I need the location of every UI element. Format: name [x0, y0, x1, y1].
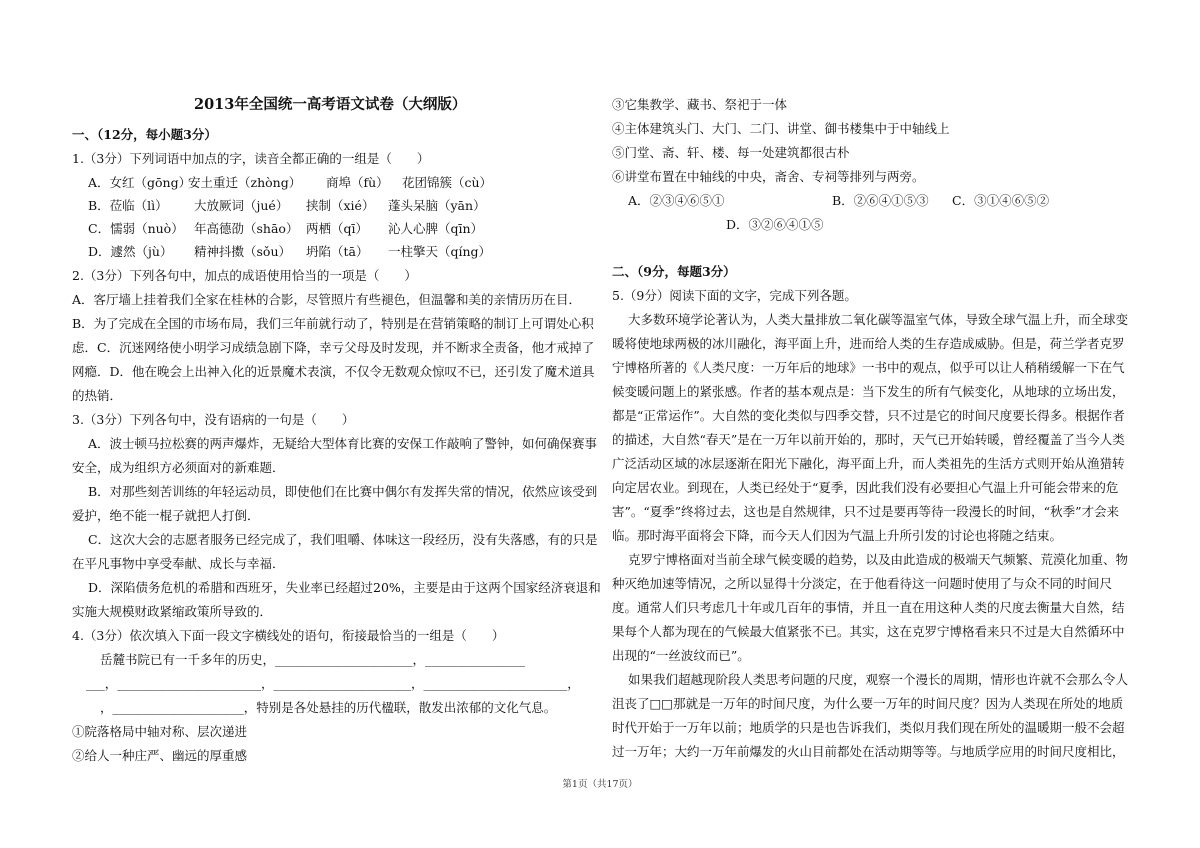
passage-line: 出现的“一丝波纹而已”。: [612, 648, 750, 663]
q2-line: A．客厅墙上挂着我们全家在桂林的合影，尽管照片有些褪色，但温馨和美的亲情历历在目．: [72, 292, 582, 307]
right-column: [612, 0, 1132, 848]
q1-d-3: 坍陷（tā）: [306, 244, 369, 259]
passage-line: 果每个人都为现在的气候最大值紧张不已。其实，这在克罗宁博格看来只不过是大自然循环中: [612, 624, 1125, 639]
question-5: 5.（9分）阅读下面的文字，完成下列各题。: [612, 288, 857, 303]
q4-line: 岳麓书院已有一千多年的历史，______________________，________________: [100, 652, 526, 667]
question-1: 1.（3分）下列词语中加点的字，读音全都正确的一组是（ ）: [72, 151, 430, 166]
q4-option-item: ⑤门堂、斋、轩、楼、每一处建筑都很古朴: [612, 145, 850, 160]
q1-a-3: 商埠（fù）: [326, 175, 389, 190]
q4-option-item: ④主体建筑头门、大门、二门、讲堂、御书楼集中于中轴线上: [612, 121, 950, 136]
passage-line: 向定居农业。到现在，人类已经处于“夏季，因此我们没有必要担心气温上升可能会带来的危: [612, 480, 1119, 495]
q3-line: 实施大规模财政紧缩政策所导致的．: [72, 604, 273, 619]
passage-line: 的描述，大自然“春天”是在一万年以前开始的，那时，天气已开始转暖，曾经覆盖了当今人类: [612, 432, 1125, 447]
question-3: 3.（3分）下列各句中，没有语病的一句是（ ）: [72, 412, 355, 427]
q4-line: ___，_______________________，______________________，_______________________，: [86, 676, 580, 691]
q2-line: 网瘾．D．他在晚会上出神入化的近景魔术表演，不仅令无数观众惊叹不已，还引发了魔术道具: [72, 364, 595, 379]
section-heading-1: 一、（12分，每小题3分）: [72, 127, 217, 142]
q1-b-4: 蓬头呆脑（yān）: [388, 198, 486, 213]
q4-line: ，_____________________，特别是各处悬挂的历代楹联，散发出浓郁的文化气息。: [100, 700, 557, 715]
q2-line: 虑．C．沉迷网络使小明学习成绩急剧下降，幸亏父母及时发现，并不断求全责备，他才戒掉了: [72, 340, 595, 355]
q1-option-d: [88, 244, 491, 260]
passage-line: 如果我们超越现阶段人类思考问题的尺度，观察一个漫长的周期，情形也许就不会那么令人: [628, 672, 1129, 687]
passage-line: 广泛活动区域的冰层逐渐在阳光下融化，海平面上升，而人类祖先的生活方式则开始从渔猎转: [612, 456, 1125, 471]
q3-line: A．波士顿马拉松赛的两声爆炸，无疑给大型体育比赛的安保工作敲响了警钟，如何确保赛事: [88, 436, 598, 451]
passage-line: 克罗宁博格面对当前全球气候变暖的趋势，以及由此造成的极端天气频繁、荒漠化加重、物: [628, 552, 1129, 567]
page-footer: 第1页（共17页）: [562, 779, 638, 790]
passage-line: 大多数环境学论著认为，人类大量排放二氧化碳等温室气体，导致全球气温上升，而全球变: [628, 312, 1129, 327]
passage-line: 时代开始于一万年以前；地质学的只是也告诉我们，类似月我们现在所处的温暖期一般不会超: [612, 720, 1125, 735]
page-title: 2013年全国统一高考语文试卷（大纲版）: [194, 96, 467, 113]
q3-line: C．这次大会的志愿者服务已经完成了，我们咀嚼、体味这一段经历，没有失落感，有的只是: [88, 532, 598, 547]
q1-d-1: D．遽然（jù）: [88, 244, 173, 259]
q2-line: B．为了完成在全国的市场布局，我们三年前就行动了，特别是在营销策略的制订上可谓处心积: [72, 316, 594, 331]
q2-line: 的热销．: [72, 388, 123, 403]
q4-choice-b: B．②⑥④①⑤③: [832, 193, 929, 208]
question-4: 4.（3分）依次填入下面一段文字横线处的语句，衔接最恰当的一组是（ ）: [72, 628, 505, 643]
q1-b-2: 大放厥词（jué）: [194, 198, 289, 213]
q1-d-2: 精神抖擞（sǒu）: [194, 244, 291, 259]
q4-choice-a: A．②③④⑥⑤①: [628, 193, 725, 208]
q1-c-3: 两栖（qī）: [306, 221, 368, 236]
q3-line: B．对那些刻苦训练的年轻运动员，即使他们在比赛中偶尔有发挥失常的情况，依然应该受到: [88, 484, 598, 499]
q4-choice-d: D．③②⑥④①⑤: [726, 217, 824, 232]
section-heading-2: 二、（9分，每题3分）: [612, 264, 736, 279]
q3-line: 安全，成为组织方必须面对的新难题．: [72, 460, 285, 475]
q1-d-4: 一柱擎天（qíng）: [388, 244, 492, 259]
passage-line: 过一万年；大约一万年前爆发的火山目前都处在活动期等等。与地质学应用的时间尺度相比，: [612, 744, 1125, 759]
passage-line: 暖将使地球两极的冰川融化，海平面上升，进而给人类的生存造成威胁。但是，荷兰学者克罗: [612, 336, 1125, 351]
passage-line: 临。那时海平面将会下降，而今天人们因为气温上升所引发的讨论也将随之结束。: [612, 528, 1063, 543]
q1-c-4: 沁人心脾（qīn）: [388, 221, 484, 236]
q3-line: 在平凡事物中享受奉献、成长与幸福．: [72, 556, 285, 571]
q3-line: 爱护，绝不能一棍子就把人打倒．: [72, 508, 260, 523]
q4-choice-c: C．③①④⑥⑤②: [952, 193, 1050, 208]
q1-a-1: A．女红（gōng）: [88, 175, 192, 190]
q4-option-item: ①院落格局中轴对称、层次递进: [72, 724, 248, 739]
q4-option-item: ③它集教学、藏书、祭祀于一体: [612, 97, 788, 112]
passage-line: 都是“正常运作”。大自然的变化类似与四季交替，只不过是它的时间尺度要长得多。根据作者: [612, 408, 1125, 423]
passage-line: 度。通常人们只考虑几十年或几百年的事情，并且一直在用这种人类的尺度去衡量大自然，结: [612, 600, 1125, 615]
q1-option-c: [88, 221, 483, 237]
q1-b-1: B．莅临（lì）: [88, 198, 168, 213]
q3-line: D．深陷债务危机的希腊和西班牙，失业率已经超过20%，主要是由于这两个国家经济衰退和: [88, 580, 601, 595]
q1-a-2: 安土重迁（zhòng）: [188, 175, 302, 190]
q4-option-item: ⑥讲堂布置在中轴线的中央，斋舍、专祠等排列与两旁。: [612, 169, 925, 184]
passage-line: 沮丧了□□那就是一万年的时间尺度，为什么要一万年的时间尺度？因为人类现在所处的地质: [612, 696, 1124, 711]
passage-line: 宁博格所著的《人类尺度：一万年后的地球》一书中的观点，似乎可以让人稍稍缓解一下在气: [612, 360, 1125, 375]
passage-line: 种灭绝加速等情况，之所以显得十分淡定，在于他看待这一问题时使用了与众不同的时间尺: [612, 576, 1113, 591]
question-2: 2.（3分）下列各句中，加点的成语使用恰当的一项是（ ）: [72, 268, 417, 283]
q1-a-4: 花团锦簇（cù）: [402, 175, 493, 190]
q1-option-b: [88, 198, 486, 214]
q4-option-item: ②给人一种庄严、幽远的厚重感: [72, 748, 248, 763]
q1-c-2: 年高德劭（shāo）: [194, 221, 299, 236]
passage-line: 候变暖问题上的紧张感。作者的基本观点是：当下发生的所有气候变化，从地球的立场出发，: [612, 384, 1125, 399]
q1-b-3: 挟制（xié）: [306, 198, 375, 213]
q1-option-a: [88, 175, 492, 191]
q1-c-1: C．懦弱（nuò）: [88, 221, 184, 236]
passage-line: 害”。“夏季”终将过去，这也是自然规律，只不过是要再等待一段漫长的时间，“秋季”才会来: [612, 504, 1119, 519]
